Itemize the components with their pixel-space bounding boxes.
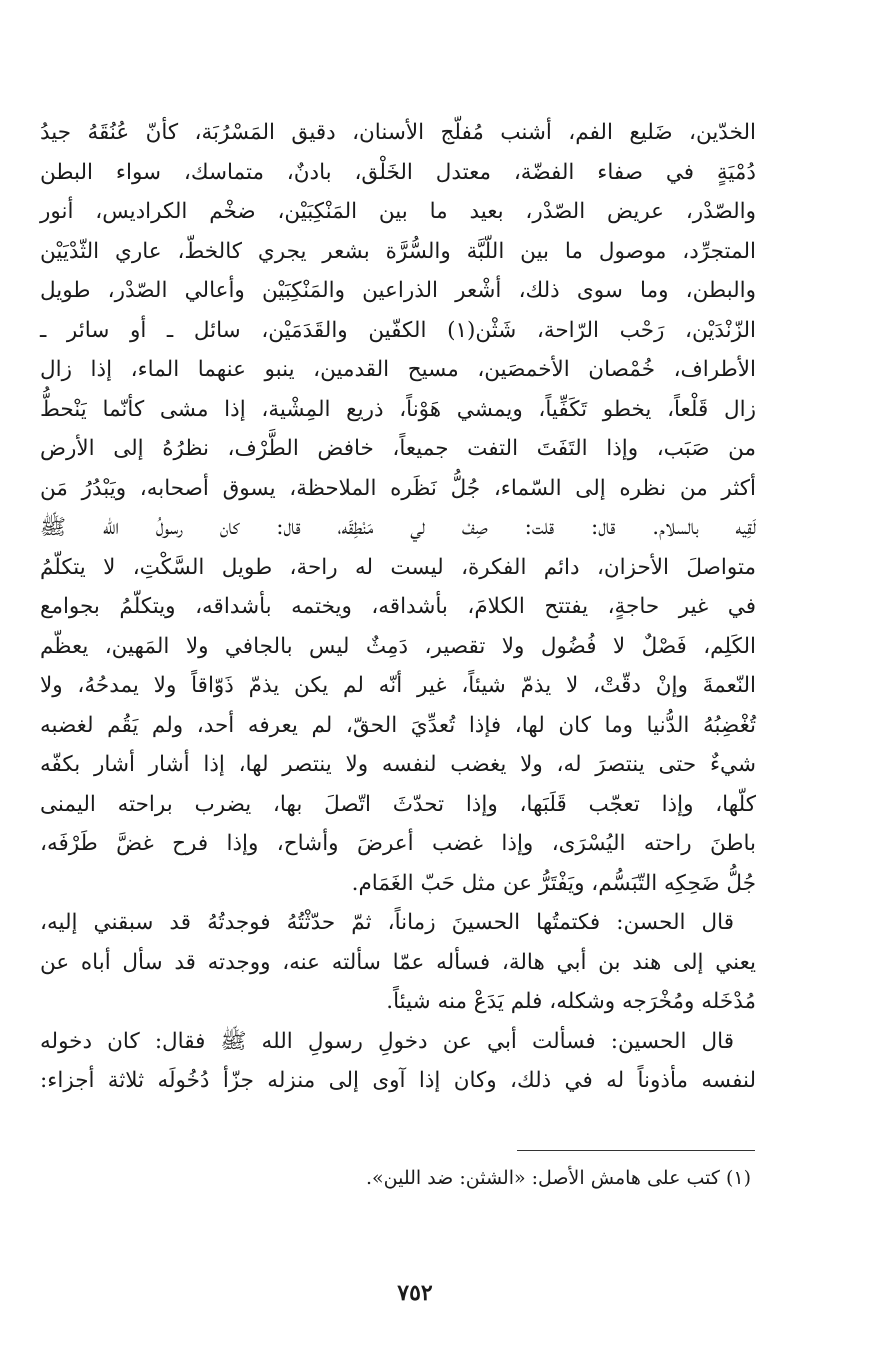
text-line: أكثر من نظره إلى السّماء، جُلُّ نَظَره الملاحظة، يسوق أصحابه، ويَبْدُرُ مَن	[40, 475, 756, 501]
text-line: النّعمةَ وإنْ دقّتْ، لا يذمّ شيئاً، غير أنّه لم يكن يذمّ ذَوّاقاً ولا يمدحُهُ، ولا	[40, 673, 756, 698]
text-line: الأطراف، خُمْصان الأخمصَين، مسيح القدمين، ينبو عنهما الماء، إذا زال	[40, 357, 756, 382]
text-line: شيءٌ حتى ينتصرَ له، ولا يغضب لنفسه ولا ينتصر لها، إذا أشار أشار بكفّه	[40, 752, 756, 777]
text-line: متواصلَ الأحزان، دائم الفكرة، ليست له راحة، طويل السَّكْتِ، لا يتكلّمُ	[40, 554, 756, 580]
text-line: كلّها، وإذا تعجّب قَلَبَها، وإذا تحدّثَ اتّصلَ بها، يضرب براحته اليمنى	[40, 791, 756, 817]
text-line: باطنَ راحته اليُسْرَى، وإذا غضب أعرضَ وأشاح، وإذا فرح غضَّ طَرْفَه،	[40, 831, 756, 856]
footnote: (١) كتب على هامش الأصل: «الشثن: ضد اللين».	[365, 1167, 751, 1189]
main-text	[40, 113, 756, 1101]
text-line: لنفسه مأذوناً له في ذلك، وكان إذا آوى إلى منزله جزّأ دُخُولَه ثلاثة أجزاء:	[40, 1068, 756, 1093]
text-line: والصّدْر، عريض الصّدْر، بعيد ما بين المَنْكِبَيْن، ضخْم الكراديس، أنور	[40, 199, 756, 224]
text-line: الكَلِم، فَصْلٌ لا فُضُول ولا تقصير، دَمِثٌ ليس بالجافي ولا المَهين، يعظّم	[40, 633, 756, 659]
text-line: زال قَلْعاً، يخطو تَكَفِّياً، ويمشي هَوْناً، ذريع المِشْية، إذا مشى كأنّما يَنْحطُّ	[40, 396, 756, 422]
paragraph-start-line: قال الحسن: فكتمتُها الحسينَ زماناً، ثمّ حدّثْتُهُ فوجدتُهُ قد سبقني إليه،	[40, 910, 734, 935]
text-line: لَقِيه بالسلام. قال: قلت: صِفْ لي مَنْطِقَه، قال: كان رسولُ الله ﷺ	[40, 515, 756, 540]
text-line: من صَبَب، وإذا التَفَتَ التفت جميعاً، خافض الطَّرْف، نظرُهُ إلى الأرض	[40, 436, 756, 461]
paragraph-start-line: قال الحسين: فسألت أبي عن دخولِ رسولِ الله ﷺ فقال: كان دخوله	[40, 1028, 734, 1054]
paragraph-end-line: مُدْخَله ومُخْرَجه وشكله، فلم يَدَعْ منه شيئاً.	[386, 989, 756, 1014]
text-line: والبطن، وما سوى ذلك، أشْعر الذراعين والمَنْكِبَيْن وأعالي الصّدْر، طويل	[40, 278, 756, 303]
paragraph-end-line: جُلُّ ضَحِكِه التّبَسُّم، ويَفْتَرُّ عن مثل حَبّ الغَمَام.	[351, 870, 756, 896]
text-line: المتجرِّد، موصول ما بين اللّبَّة والسُّرَّة بشعر يجري كالخطّ، عاري الثّدْيَيْن	[40, 238, 756, 264]
page-number: ٧٥٢	[397, 1280, 433, 1306]
text-line: الزّنْدَيْن، رَحْب الرّاحة، شَثْن(١) الكفّين والقَدَمَيْن، سائل ـ أو سائر ـ	[40, 317, 757, 343]
text-line: في غير حاجةٍ، يفتتح الكلامَ، بأشداقه، ويختمه بأشداقه، ويتكلّمُ بجوامع	[40, 594, 756, 619]
footnote-divider	[517, 1150, 755, 1151]
text-line: تُغْضِبُهُ الدُّنيا وما كان لها، فإذا تُعدِّيَ الحقّ، لم يعرفه أحد، ولم يَقُم لغضبه	[40, 712, 756, 738]
text-line: يعني إلى هند بن أبي هالة، فسأله عمّا سألته عنه، ووجدته قد سأل أباه عن	[40, 949, 756, 975]
text-line: الخدّين، ضَليع الفم، أشنب مُفلّج الأسنان، دقيق المَسْرُبَة، كأنّ عُنُقَهُ جيدُ	[40, 120, 756, 145]
text-line: دُمْيَةٍ في صفاء الفضّة، معتدل الخَلْق، بادنٌ، متماسك، سواء البطن	[40, 159, 756, 185]
